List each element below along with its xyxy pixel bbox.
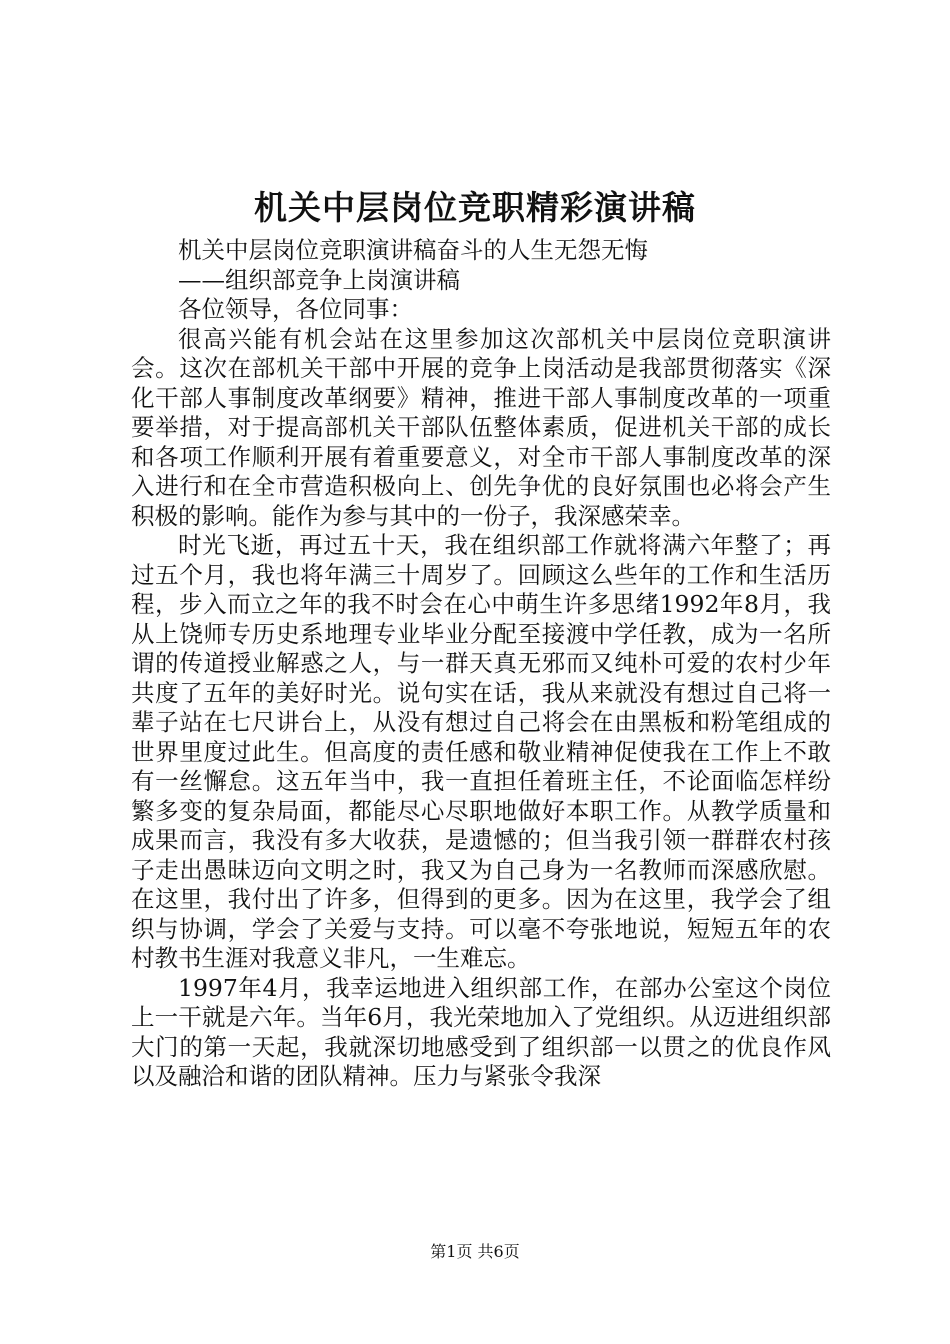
paragraph-1: 很高兴能有机会站在这里参加这次部机关中层岗位竞职演讲会。这次在部机关干部中开展的竞争上岗活动是我部贯彻落实《深化干部人事制度改革纲要》精神，推进干部人事制度改革的一项重要举措，对于提高部机关干部队伍整体素质，促进机关干部的成长和各项工作顺利开展有着重要意义，对全市干部人事制度改革的深入进行和在全市营造积极向上、创先争优的良好氛围也必将会产生积极的影响。能作为参与其中的一份子，我深感荣幸。 <box>131 324 831 530</box>
paragraph-3: 1997年4月，我幸运地进入组织部工作，在部办公室这个岗位上一干就是六年。当年6月，我光荣地加入了党组织。从迈进组织部大门的第一天起，我就深切地感受到了组织部一以贯之的优良作风以及融洽和谐的团队精神。压力与紧张令我深 <box>131 973 831 1090</box>
paragraph-2: 时光飞逝，再过五十天，我在组织部工作就将满六年整了；再过五个月，我也将年满三十周岁了。回顾这么些年的工作和生活历程，步入而立之年的我不时会在心中萌生许多思绪1992年8月，我从上饶师专历史系地理专业毕业分配至接渡中学任教，成为一名所谓的传道授业解惑之人，与一群天真无邪而又纯朴可爱的农村少年共度了五年的美好时光。说句实在话，我从来就没有想过自己将一辈子站在七尺讲台上，从没有想过自己将会在由黑板和粉笔组成的世界里度过此生。但高度的责任感和敬业精神促使我在工作上不敢有一丝懈怠。这五年当中，我一直担任着班主任，不论面临怎样纷繁多变的复杂局面，都能尽心尽职地做好本职工作。从教学质量和成果而言，我没有多大收获，是遗憾的；但当我引领一群群农村孩子走出愚昧迈向文明之时，我又为自己身为一名教师而深感欣慰。在这里，我付出了许多，但得到的更多。因为在这里，我学会了组织与协调，学会了关爱与支持。可以毫不夸张地说，短短五年的农村教书生涯对我意义非凡，一生难忘。 <box>131 531 831 972</box>
document-title: 机关中层岗位竞职精彩演讲稿 <box>254 188 696 227</box>
subtitle-line-1: 机关中层岗位竞职演讲稿奋斗的人生无怨无悔 <box>178 236 648 264</box>
greeting: 各位领导，各位同事： <box>178 295 413 323</box>
subtitle-line-2: ——组织部竞争上岗演讲稿 <box>178 265 460 294</box>
page-footer: 第1页 共6页 <box>430 1242 520 1261</box>
document-body <box>131 236 831 1092</box>
